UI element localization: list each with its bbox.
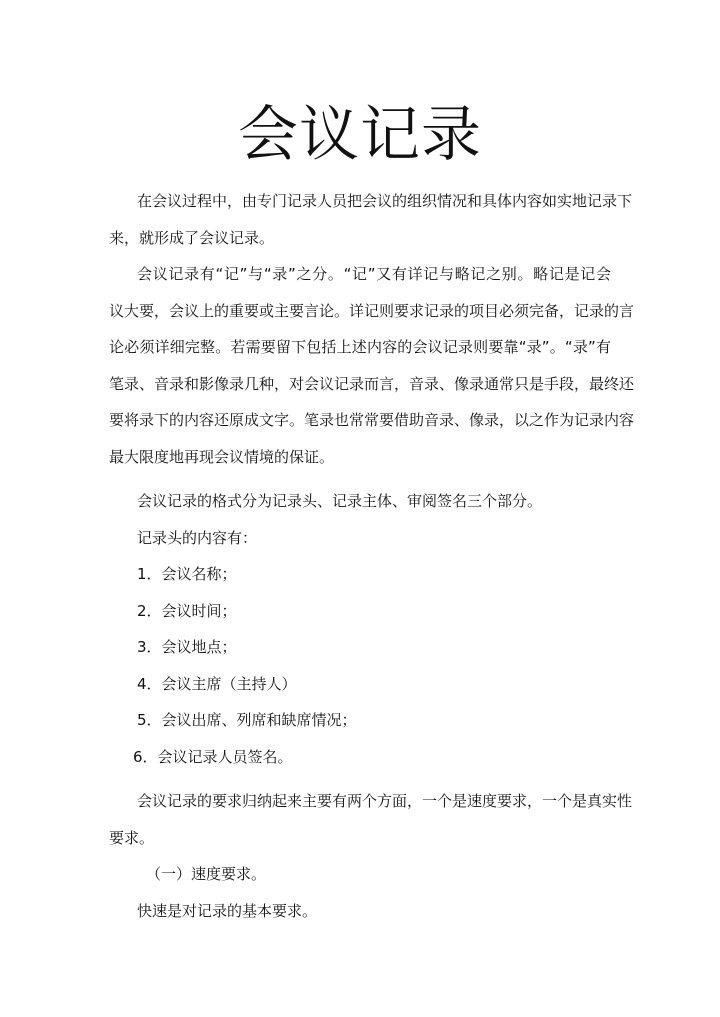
paragraph — [109, 739, 611, 776]
paragraph — [109, 556, 611, 593]
paragraph — [109, 893, 611, 930]
paragraph — [109, 593, 611, 630]
paragraph-line: 1．会议名称； — [137, 565, 237, 583]
paragraph — [109, 702, 611, 739]
paragraph-line: 记录头的内容有： — [137, 528, 258, 547]
paragraph — [109, 629, 611, 666]
paragraph-line: 议大要，会议上的重要或主要言论。详记则要求记录的项目必须完备，记录的言 — [109, 301, 635, 320]
paragraph-line: 会议记录有“记”与“录”之分。“记”又有详记与略记之别。略记是记会 — [137, 265, 611, 283]
paragraph — [109, 256, 635, 475]
paragraph-line: 4．会议主席（主持人） — [137, 674, 297, 693]
paragraph-line: 来，就形成了会议记录。 — [109, 228, 275, 247]
paragraph — [109, 183, 633, 256]
paragraph — [109, 483, 611, 520]
paragraph-line: 5．会议出席、列席和缺席情况； — [137, 711, 357, 729]
paragraph — [109, 783, 633, 856]
paragraph-line: 笔录、音录和影像录几种，对会议记录而言，音录、像录通常只是手段，最终还 — [109, 374, 635, 393]
paragraph-line: （一）速度要求。 — [146, 865, 267, 883]
paragraph-line: 3．会议地点； — [137, 638, 237, 656]
paragraph-line: 要将录下的内容还原成文字。笔录也常常要借助音录、像录，以之作为记录内容 — [109, 411, 635, 429]
paragraph-line: 最大限度地再现会议情境的保证。 — [109, 447, 335, 466]
paragraph — [109, 666, 611, 703]
document-title: 会议记录 — [238, 100, 482, 170]
document-body — [109, 183, 635, 929]
paragraph-line: 2．会议时间； — [137, 601, 237, 620]
paragraph — [109, 520, 611, 557]
paragraph-line: 在会议过程中，由专门记录人员把会议的组织情况和具体内容如实地记录下 — [137, 192, 633, 210]
paragraph-line: 6．会议记录人员签名。 — [133, 747, 293, 766]
paragraph-line: 要求。 — [109, 828, 155, 847]
paragraph-line: 论必须详细完整。若需要留下包括上述内容的会议记录则要靠“录”。“录”有 — [109, 338, 611, 356]
paragraph-line: 会议记录的格式分为记录头、记录主体、审阅签名三个部分。 — [137, 492, 543, 510]
paragraph-line: 快速是对记录的基本要求。 — [137, 901, 318, 920]
paragraph — [109, 856, 611, 893]
paragraph-line: 会议记录的要求归纳起来主要有两个方面，一个是速度要求，一个是真实性 — [137, 792, 633, 810]
